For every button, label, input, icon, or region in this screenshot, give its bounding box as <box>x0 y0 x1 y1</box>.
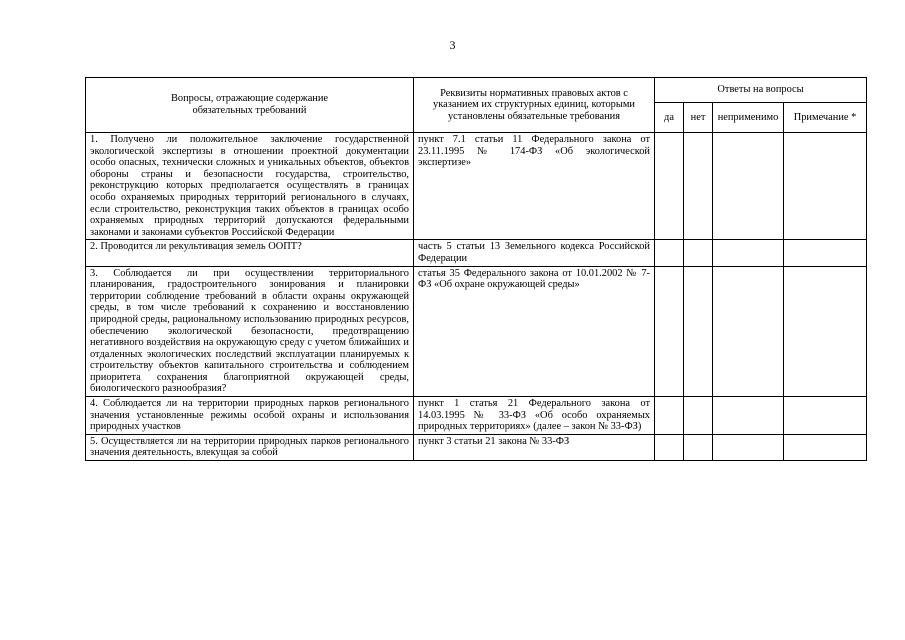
answer-yes-cell[interactable] <box>655 266 684 397</box>
table-row <box>86 266 867 397</box>
page-number: 3 <box>449 38 456 52</box>
answer-not-applicable-cell[interactable] <box>713 240 784 266</box>
answer-note-cell[interactable] <box>784 397 867 435</box>
header-answers: Ответы на вопросы <box>655 78 867 103</box>
question-cell: 3. Соблюдается ли при осуществлении территориального планирования, градостроительного зонирования и планировки территории соблюдение требований в области охраны окружающей среды, в том числе требований к сохранению и восстановлению природной среды, рациональному использованию природных ресурсов, обеспечению экологической безопасности, предотвращению негативного воздействия на окружающую среду с учетом ближайших и отдаленных экологических последствий эксплуатации планируемых к строительству объектов капитального строительства и соблюдением приоритета сохранения благоприятной окружающей среды, биологического разнообразия? <box>86 266 414 397</box>
answer-no-cell[interactable] <box>684 434 713 460</box>
table-row <box>86 133 867 240</box>
answer-note-cell[interactable] <box>784 133 867 240</box>
answer-note-cell[interactable] <box>784 266 867 397</box>
question-cell: 1. Получено ли положительное заключение государственной экологической экспертизы в отношении проектной документации особо опасных, технически сложных и уникальных объектов, объектов обороны страны и безопасности государства, строительство, реконструкцию которых предполагается осуществлять в границах особо охраняемых природных территорий регионального в случаях, если строительство, реконструкция таких объектов в границах особо охраняемых природных территорий допускаются федеральными законами и законами субъектов Российской Федерации <box>86 133 414 240</box>
header-note: Примечание * <box>784 103 867 133</box>
question-cell: 5. Осуществляется ли на территории природных парков регионального значения деятельность, влекущая за собой <box>86 434 414 460</box>
answer-not-applicable-cell[interactable] <box>713 434 784 460</box>
answer-not-applicable-cell[interactable] <box>713 397 784 435</box>
requisites-cell: пункт 1 статья 21 Федерального закона от 14.03.1995 № 33-ФЗ «Об особо охраняемых природных территориях» (далее – закон № 33-ФЗ) <box>414 397 655 435</box>
question-cell: 4. Соблюдается ли на территории природных парков регионального значения установленные режимы особой охраны и использования природных участков <box>86 397 414 435</box>
answer-no-cell[interactable] <box>684 240 713 266</box>
answer-note-cell[interactable] <box>784 240 867 266</box>
answer-yes-cell[interactable] <box>655 397 684 435</box>
answer-not-applicable-cell[interactable] <box>713 266 784 397</box>
header-questions: Вопросы, отражающие содержание обязательных требований <box>86 78 414 133</box>
header-yes: да <box>655 103 684 133</box>
answer-note-cell[interactable] <box>784 434 867 460</box>
requisites-cell: статья 35 Федерального закона от 10.01.2002 № 7-ФЗ «Об охране окружающей среды» <box>414 266 655 397</box>
answer-yes-cell[interactable] <box>655 240 684 266</box>
requisites-cell: часть 5 статьи 13 Земельного кодекса Российской Федерации <box>414 240 655 266</box>
answer-yes-cell[interactable] <box>655 434 684 460</box>
header-requisites: Реквизиты нормативных правовых актов с указанием их структурных единиц, которыми установлены обязательные требования <box>414 78 655 133</box>
header-not-applicable: неприменимо <box>713 103 784 133</box>
answer-no-cell[interactable] <box>684 266 713 397</box>
table-row <box>86 240 867 266</box>
answer-no-cell[interactable] <box>684 397 713 435</box>
requisites-cell: пункт 7.1 статьи 11 Федерального закона от 23.11.1995 № 174-ФЗ «Об экологической экспертизе» <box>414 133 655 240</box>
answer-no-cell[interactable] <box>684 133 713 240</box>
requirements-table <box>85 77 867 461</box>
answer-not-applicable-cell[interactable] <box>713 133 784 240</box>
answer-yes-cell[interactable] <box>655 133 684 240</box>
header-no: нет <box>684 103 713 133</box>
requisites-cell: пункт 3 статьи 21 закона № 33-ФЗ <box>414 434 655 460</box>
table-row <box>86 397 867 435</box>
table-row <box>86 434 867 460</box>
question-cell: 2. Проводится ли рекультивация земель ООПТ? <box>86 240 414 266</box>
